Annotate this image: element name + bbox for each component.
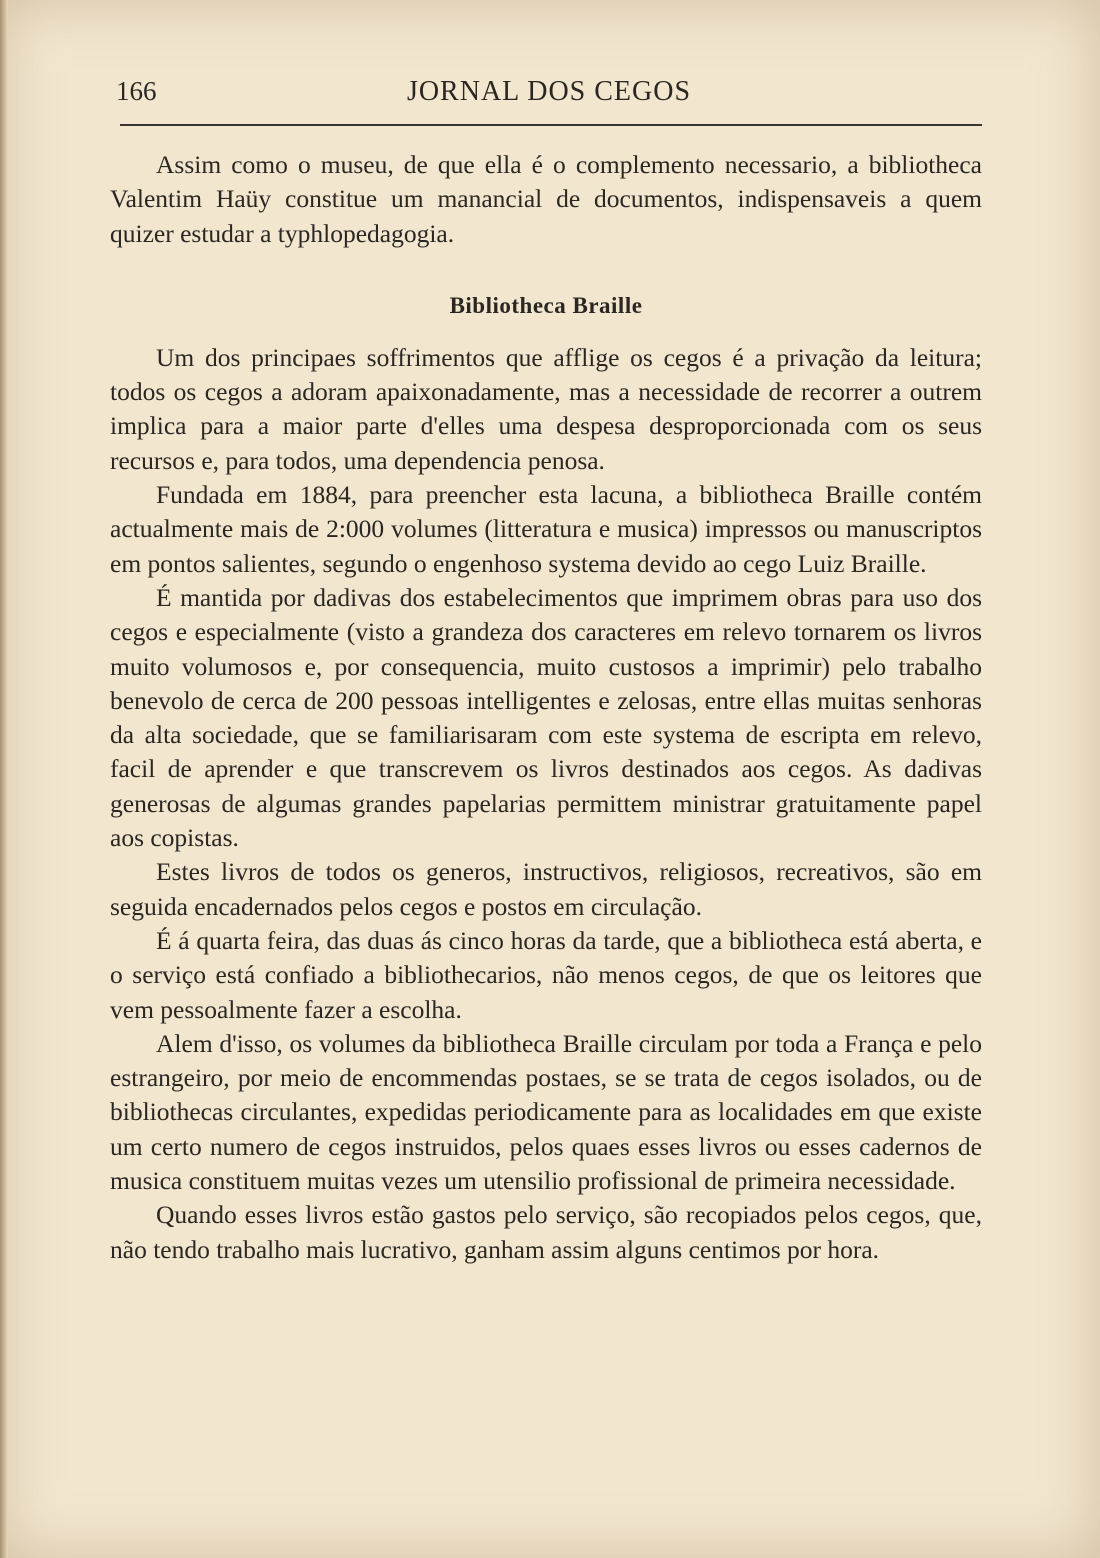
running-header (116, 70, 982, 118)
paragraph-2: Fundada em 1884, para preencher esta lacuna, a bibliotheca Braille contém actualmente mais de 2:000 volumes (litteratura e musica) impressos ou manuscriptos em pontos salientes, segundo o engenhoso systema devido ao cego Luiz Braille. (110, 480, 982, 578)
section-heading: Bibliotheca Braille (449, 292, 643, 318)
paragraph-5: É á quarta feira, das duas ás cinco horas da tarde, que a bibliotheca está aberta, e o serviço está confiado a bibliothecarios, não menos cegos, de que os leitores que vem pessoalmente fazer a escolha. (110, 925, 982, 1024)
running-title: JORNAL DOS CEGOS (406, 76, 692, 107)
page-binding-edge (0, 0, 8, 1558)
paragraph-4: Estes livros de todos os generos, instructivos, religiosos, recreativos, são em seguida encadernados pelos cegos e postos em circulação. (110, 857, 982, 921)
paragraph-1: Um dos principaes soffrimentos que afflige os cegos é a privação da leitura; todos os cegos a adoram apaixonadamente, mas a necessidade de recorrer a outrem implica para a maior parte d'elles uma despesa desproporcionada com os seus recursos e, para todos, uma dependencia penosa. (110, 342, 982, 475)
paragraph-7: Quando esses livros estão gastos pelo serviço, são recopiados pelos cegos, que, não tendo trabalho mais lucrativo, ganham assim alguns centimos por hora. (110, 1200, 982, 1264)
article-body (110, 148, 982, 1267)
paragraph-3: É mantida por dadivas dos estabelecimentos que imprimem obras para uso dos cegos e especialmente (visto a grandeza dos caracteres em relevo tornarem os livros muito volumosos e, por consequencia, muito custosos a imprimir) pelo trabalho benevolo de cerca de 200 pessoas intelligentes e zelosas, entre ellas muitas senhoras da alta sociedade, que se familiarisaram com este systema de escripta em relevo, facil de aprender e que transcrevem os livros destinados aos cegos. As dadivas generosas de algumas grandes papelarias permittem ministrar gratuitamente papel aos copistas. (110, 582, 982, 853)
page-number: 166 (116, 76, 157, 106)
header-rule (120, 124, 982, 126)
intro-paragraph: Assim como o museu, de que ella é o complemento necessario, a bibliotheca Valentim Haüy constitue um manancial de documentos, indispensaveis a quem quizer estudar a typhlopedagogia. (110, 150, 982, 248)
paragraph-6: Alem d'isso, os volumes da bibliotheca Braille circulam por toda a França e pelo estrangeiro, por meio de encommendas postaes, se se trata de cegos isolados, ou de bibliothecas circulantes, expedidas periodicamente para as localidades em que existe um certo numero de cegos instruidos, pelos quaes esses livros ou esses cadernos de musica constituem muitas vezes um utensilio profissional de primeira necessidade. (110, 1028, 982, 1196)
